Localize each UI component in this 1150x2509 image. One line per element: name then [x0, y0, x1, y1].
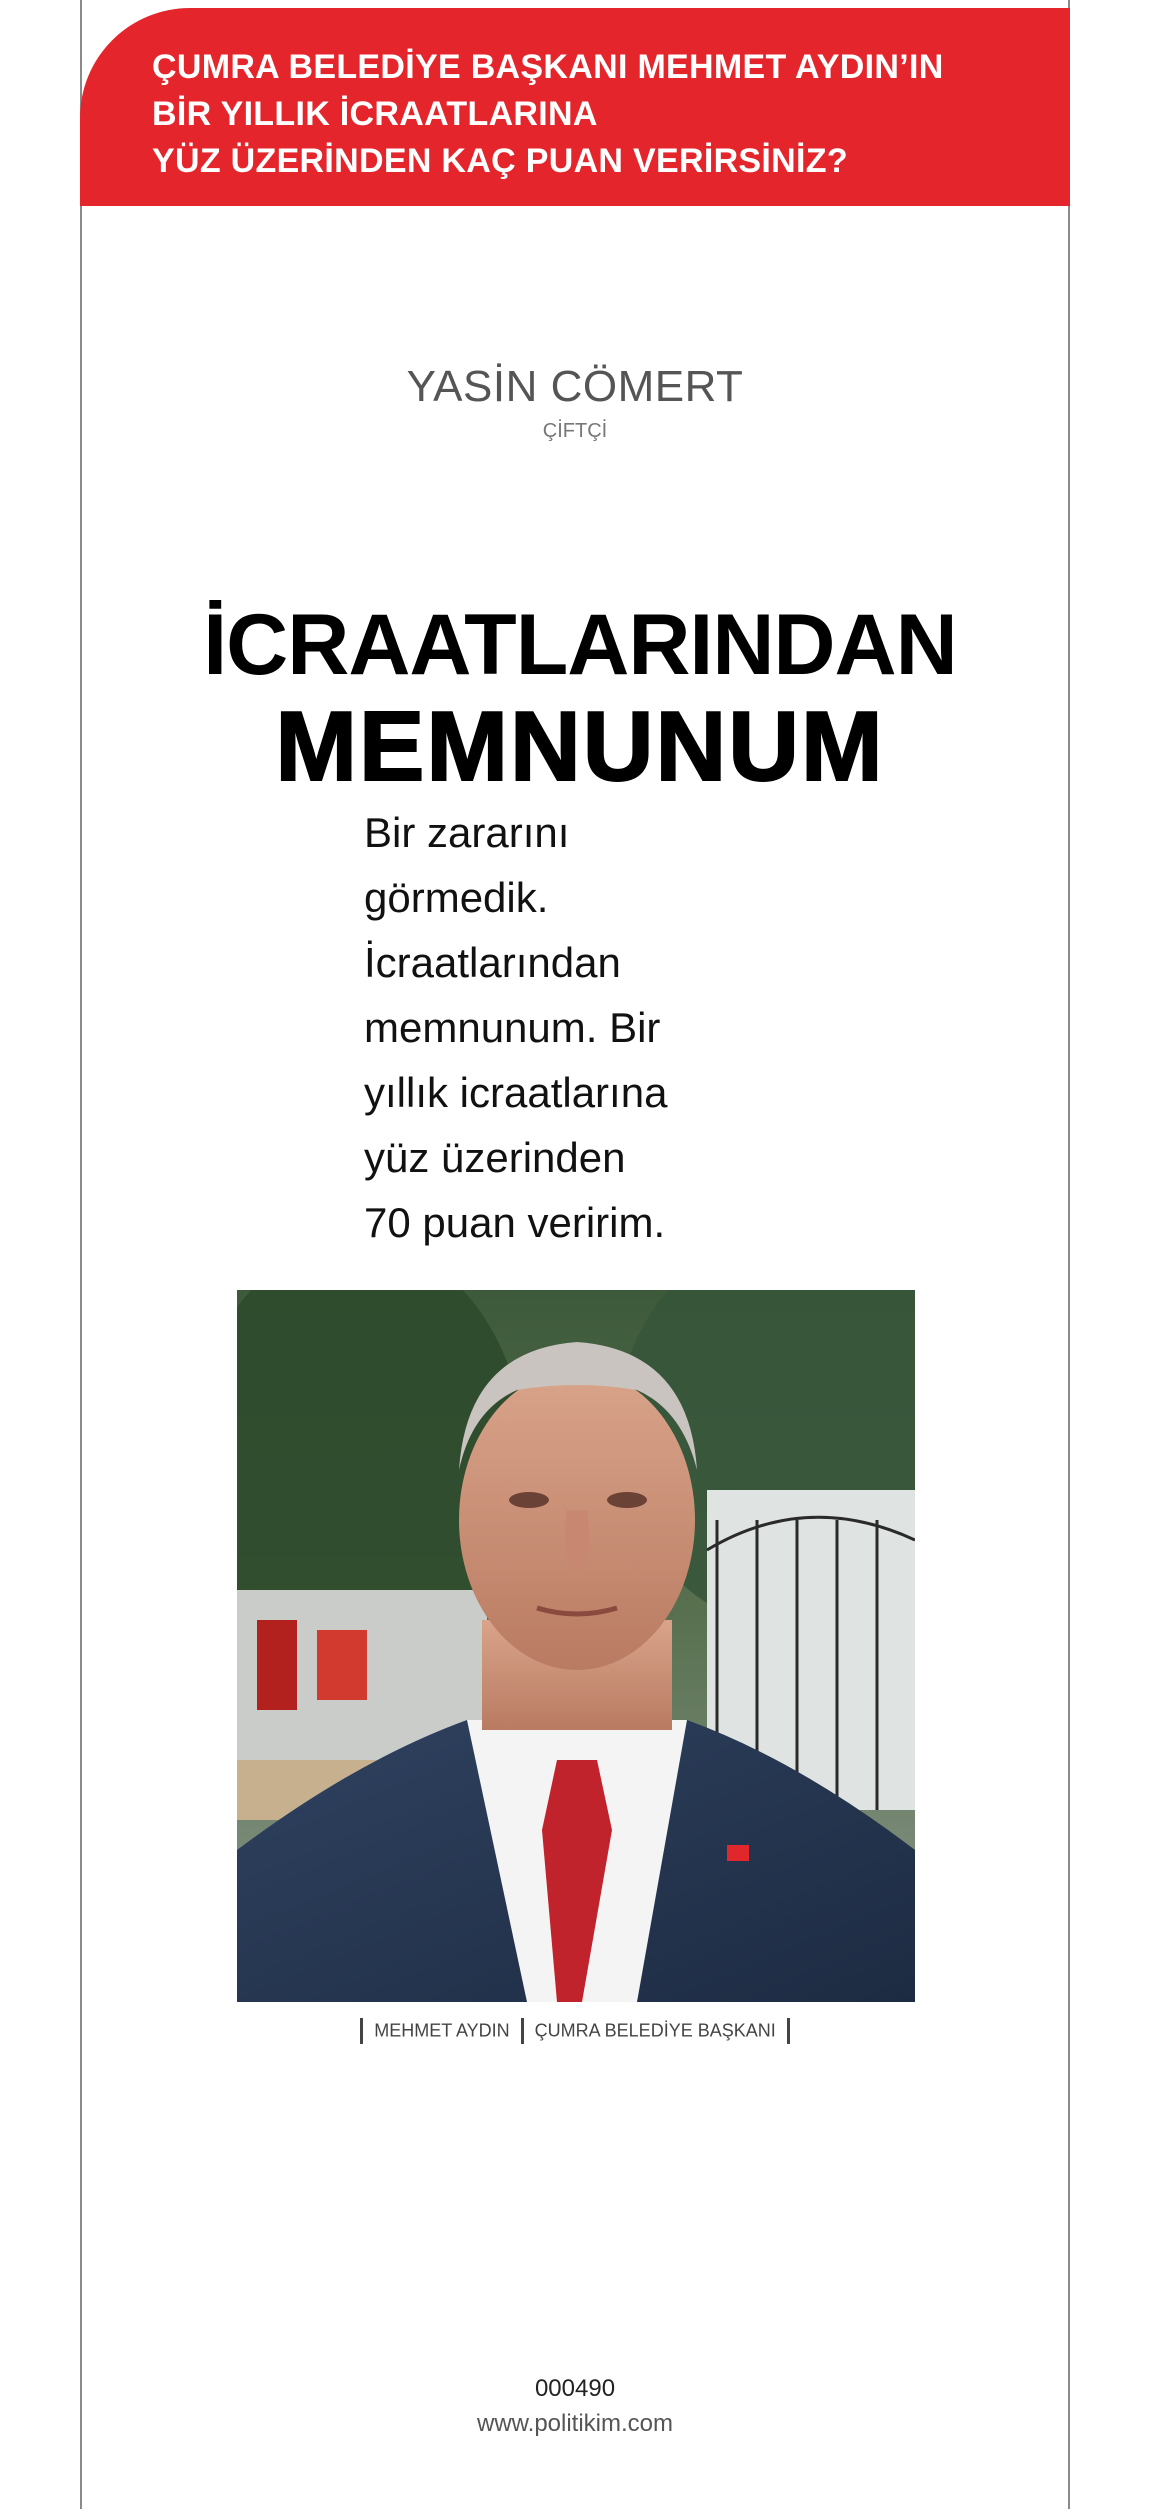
- caption-name: MEHMET AYDIN: [374, 2020, 510, 2041]
- caption-title: ÇUMRA BELEDİYE BAŞKANI: [534, 2020, 776, 2041]
- banner-line: YÜZ ÜZERİNDEN KAÇ PUAN VERİRSİNİZ?: [152, 142, 848, 180]
- caption-divider: [360, 2018, 363, 2044]
- footer-url: www.politikim.com: [476, 2410, 674, 2437]
- quote-line: görmedik.: [364, 874, 549, 921]
- question-banner: [80, 8, 1070, 206]
- quote-line: yıllık icraatlarına: [364, 1069, 668, 1116]
- photo-caption: [0, 2018, 1150, 2044]
- quote-line: memnunum. Bir: [364, 1004, 661, 1051]
- quote-line: yüz üzerinden: [364, 1134, 626, 1181]
- quote-line: Bir zararını: [364, 809, 570, 856]
- headline-line2: MEMNUNUM: [275, 691, 885, 801]
- respondent-name: YASİN CÖMERT: [406, 362, 744, 411]
- caption-divider: [521, 2018, 524, 2044]
- footer-id: 000490: [534, 2375, 616, 2402]
- quote-line: 70 puan veririm.: [364, 1199, 666, 1246]
- headline-line1: İCRAATLARINDAN: [203, 597, 957, 693]
- banner-line: BİR YILLIK İCRAATLARINA: [152, 95, 598, 133]
- banner-line: ÇUMRA BELEDİYE BAŞKANI MEHMET AYDIN’IN: [152, 48, 944, 86]
- caption-divider: [787, 2018, 790, 2044]
- quote-line: İcraatlarından: [364, 939, 621, 986]
- mayor-portrait-photo: [237, 1290, 915, 2002]
- quote-text: [364, 800, 694, 1255]
- respondent-role: ÇİFTÇİ: [542, 420, 608, 442]
